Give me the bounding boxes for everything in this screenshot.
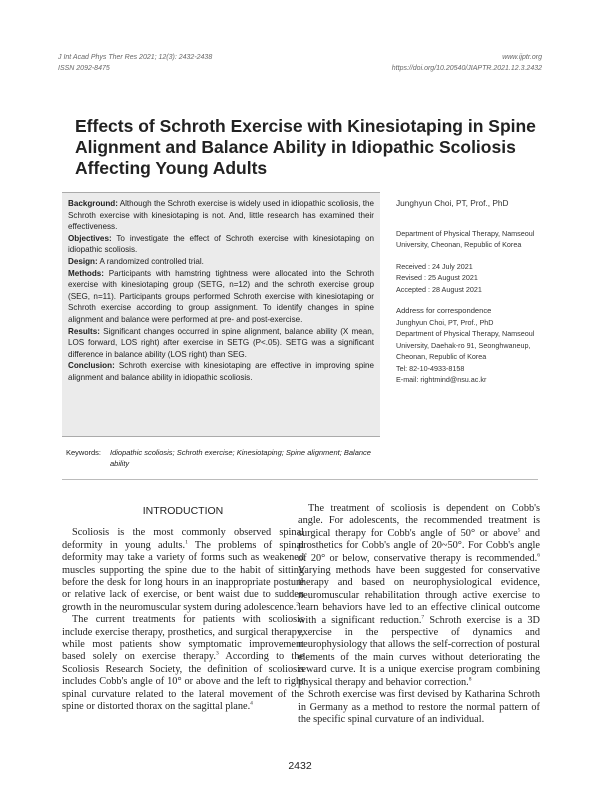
intro-paragraph-1 [62,527,304,614]
methods-label: Methods: [68,268,104,278]
correspondence-department: Department of Physical Therapy, Namseoul University, Daehak-ro 91, Seonghwaneup, Cheonan, Republic of Korea [396,329,535,361]
body-column-right [298,503,540,726]
revised-date: Revised : 25 August 2021 [396,273,478,282]
conclusion-label: Conclusion: [68,361,115,371]
correspondence-name: Junghyun Choi, PT, Prof., PhD [396,317,494,327]
text: The current treatments for patients with scoliosis include exercise therapy, prosthetics, and surgical therapy, while most patients show symptomatic improvement based solely on exercise therapy. [62,614,304,663]
correspondence-block [396,305,546,386]
keywords-label: Keywords: [66,448,102,457]
citation-ref[interactable]: 4 [250,700,253,707]
accepted-date: Accepted : 28 August 2021 [396,284,482,294]
text: and prosthetics for Cobb's angle of 20~50°. For Cobb's angle of 20° or below, conservative therapy is recommended. [298,527,540,564]
objectives-label: Objectives: [68,233,112,243]
abstract-methods [68,268,374,326]
citation-ref[interactable]: 1 [185,539,188,546]
article-title: Effects of Schroth Exercise with Kinesiotaping in Spine Alignment and Balance Ability in Idiopathic Scoliosis Affecting Young Adults [75,116,536,178]
keywords-value: Idiopathic scoliosis; Schroth exercise; Kinesiotaping; Spine alignment; Balance ability [110,448,371,468]
text: The treatment of scoliosis is dependent on Cobb's angle. For adolescents, the recommended treatment is surgical therapy for Cobb's angle of 50° or above [298,503,540,539]
background-label: Background: [68,199,118,208]
abstract-conclusion [68,360,374,383]
objectives-text: To investigate the effect of Schroth exercise with kinesiotaping on idiopathic scoliosis. [68,233,374,255]
correspondence-tel: Tel: 82-10-4933-8158 [396,363,465,373]
citation-ref[interactable]: 5 [517,527,521,534]
text: Varying methods have been suggested for conservative therapy and based on neurophysiological evidence, neuromuscular rehabilitation through active exercise to learn behaviors have led to an effective clinical outcome with a significant reduction. [298,565,540,626]
author-affiliation: Department of Physical Therapy, Namseoul University, Cheonan, Republic of Korea [396,228,535,249]
citation-ref[interactable]: 3 [215,651,219,658]
keywords [66,447,378,469]
body-column-left [62,505,304,714]
journal-issn: ISSN 2092-8475 [58,65,110,72]
section-divider [62,479,538,480]
results-label: Results: [68,326,100,336]
abstract-box [62,192,380,437]
author-name: Junghyun Choi, PT, Prof., PhD [396,198,509,208]
article-info-sidebar [396,192,546,386]
text: Scoliosis is the most commonly observed spinal deformity in young adults. [62,527,304,551]
intro-paragraph-2 [62,614,304,713]
journal-header-left [58,52,212,74]
abstract-objectives [68,233,374,256]
journal-header-right [392,52,542,74]
correspondence-email[interactable]: E-mail: rightmind@nsu.ac.kr [396,375,487,384]
results-text: Significant changes occurred in spine alignment, balance ability (X mean, LOS forward, LOS right) after exercise in SETG (P<.05). SETG was a significant difference in balance ability (LOS right) than SEG. [68,326,374,359]
abstract-design [68,256,374,268]
received-date: Received : 24 July 2021 [396,261,473,271]
citation-ref[interactable]: 2 [296,601,299,608]
intro-paragraph-4 [298,689,540,726]
correspondence-label: Address for correspondence [396,306,492,315]
citation-ref[interactable]: 6 [537,552,540,559]
abstract-background [68,198,374,233]
article-doi[interactable]: https://doi.org/10.20540/JIAPTR.2021.12.3.2432 [391,65,542,72]
text: According to the Scoliosis Research Society, the definition of scoliosis includes Cobb's angle of 10° or above and the left to right spinal curvature related to the lateral movement of the spine or distorted thorax on the sagittal plane. [62,651,304,713]
intro-paragraph-3 [298,503,540,689]
text: Schroth exercise is a 3D exercise in the perspective of dynamics and neurophysiology that allows the self-correction of postural elements of the main curves without deteriorating the reward curve. It is a unique exercise program combining physical therapy and behavior correction. [298,614,540,688]
design-label: Design: [68,256,98,266]
text: Schroth exercise was first devised by Katharina Schroth in Germany as a method to restore the normal pattern of the specific spinal curvature of an individual. [298,689,540,725]
article-dates [396,261,546,296]
journal-website[interactable]: www.ijptr.org [502,54,542,61]
page-number: 2432 [288,760,312,772]
background-text: Although the Schroth exercise is widely used in idiopathic scoliosis, the Schroth exercise with kinesiotaping is not. And, little research has examined their effectiveness. [68,199,374,232]
citation-ref[interactable]: 7 [421,614,425,621]
methods-text: Participants with hamstring tightness were allocated into the Schroth exercise with kinesiotaping group (SETG, n=12) and the schroth exercise group (SEG, n=11). Participants groups performed Schroth exercise with kinesiotaping or Schroth exercise according to group assignment. To identify changes in spine alignment and balance were performed at pre- and post-exercise. [68,268,374,324]
abstract-results [68,326,374,361]
citation-ref[interactable]: 8 [468,676,472,683]
conclusion-text: Schroth exercise with kinesiotaping are effective in improving spine alignment and balance ability in idiopathic scoliosis. [68,361,374,382]
journal-citation: J Int Acad Phys Ther Res 2021; 12(3): 2432-2438 [58,54,213,61]
text: The problems of spinal deformity may take a variety of forms such as weakened muscles supporting the spine due to the habit of sitting before the desk for long hours in an inappropriate posture or relative lack of exercise, or bent waist due to sudden growth in the neuromuscular system during adolescence. [62,539,304,613]
design-text: A randomized controlled trial. [97,256,204,266]
introduction-heading: INTRODUCTION [142,505,224,517]
